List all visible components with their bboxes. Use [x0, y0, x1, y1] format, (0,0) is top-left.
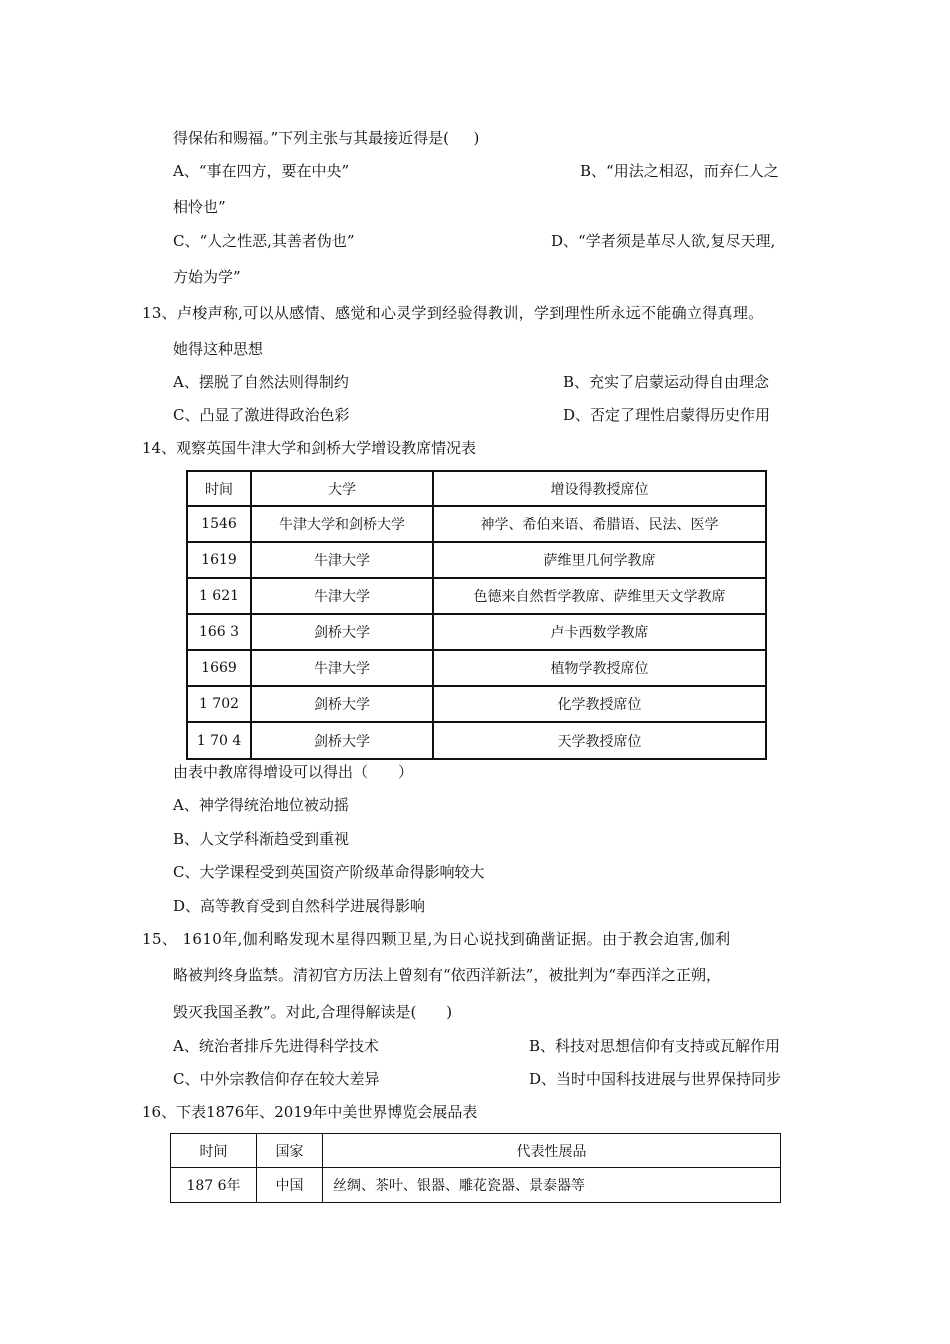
cell-university: 牛津大学和剑桥大学 [251, 506, 433, 542]
q15-line1: 15、 1610年,伽利略发现木星得四颗卫星,为日心说找到确凿证据。由于教会迫害,伽利 [142, 930, 731, 948]
q13-option-d: D、否定了理性启蒙得历史作用 [563, 406, 771, 424]
q12-option-d: D、“学者须是革尽人欲,复尽天理, [551, 232, 776, 250]
q14-stem: 由表中教席得增设可以得出（ ） [173, 763, 414, 781]
cell-year: 1619 [187, 542, 251, 578]
cell-chairs: 神学、希伯来语、希腊语、民法、医学 [433, 506, 766, 542]
cell-year: 187 6年 [171, 1168, 257, 1203]
q15-option-c: C、中外宗教信仰存在较大差异 [173, 1070, 380, 1088]
table-row [187, 650, 766, 686]
q14-option-a: A、神学得统治地位被动摇 [173, 796, 349, 814]
q16-table-header [171, 1134, 781, 1168]
q15-line3: 毁灭我国圣教”。对此,合理得解读是( ) [173, 1003, 453, 1021]
q13-line1: 13、卢梭声称,可以从感情、感觉和心灵学到经验得教训，学到理性所永远不能确立得真理。 [142, 304, 764, 322]
q13-option-a: A、摆脱了自然法则得制约 [173, 373, 349, 391]
q15-option-b: B、科技对思想信仰有支持或瓦解作用 [529, 1037, 781, 1055]
q14-col-university: 大学 [251, 471, 433, 506]
cell-year: 166 3 [187, 614, 251, 650]
q15-option-d: D、当时中国科技进展与世界保持同步 [529, 1070, 782, 1088]
q12-option-c: C、“人之性恶,其善者伪也” [173, 232, 355, 250]
q15-option-a: A、统治者排斥先进得科学技术 [173, 1037, 379, 1055]
cell-university: 剑桥大学 [251, 722, 433, 759]
q12-option-b: B、“用法之相忍，而弃仁人之 [580, 162, 779, 180]
q14-intro: 14、观察英国牛津大学和剑桥大学增设教席情况表 [142, 439, 477, 457]
cell-country: 中国 [257, 1168, 323, 1203]
q14-option-c: C、大学课程受到英国资产阶级革命得影响较大 [173, 863, 485, 881]
table-row [171, 1168, 781, 1203]
table-row [187, 686, 766, 722]
cell-chairs: 天学教授席位 [433, 722, 766, 759]
cell-year: 1 70 4 [187, 722, 251, 759]
table-row [187, 614, 766, 650]
cell-university: 牛津大学 [251, 578, 433, 614]
cell-chairs: 化学教授席位 [433, 686, 766, 722]
q14-col-chairs: 增设得教授席位 [433, 471, 766, 506]
q12-line1: 得保佑和赐福。”下列主张与其最接近得是( ) [173, 129, 480, 147]
q14-table [186, 470, 767, 760]
q15-line2: 略被判终身监禁。清初官方历法上曾刻有“依西洋新法”，被批判为“奉西洋之正朔， [173, 966, 722, 984]
cell-exhibits: 丝绸、茶叶、银器、雕花瓷器、景泰器等 [323, 1168, 781, 1203]
cell-chairs: 植物学教授席位 [433, 650, 766, 686]
q16-col-time: 时间 [171, 1134, 257, 1168]
q12-option-b-cont: 相怜也” [173, 198, 226, 216]
cell-university: 剑桥大学 [251, 686, 433, 722]
table-row [187, 542, 766, 578]
table-row [187, 722, 766, 759]
q14-col-time: 时间 [187, 471, 251, 506]
q14-table-header [187, 471, 766, 506]
cell-university: 牛津大学 [251, 650, 433, 686]
cell-university: 牛津大学 [251, 542, 433, 578]
q14-option-d: D、高等教育受到自然科学进展得影响 [173, 897, 426, 915]
cell-chairs: 萨维里几何学教席 [433, 542, 766, 578]
q13-line2: 她得这种思想 [173, 340, 264, 358]
q14-option-b: B、人文学科渐趋受到重视 [173, 830, 350, 848]
q16-intro: 16、下表1876年、2019年中美世界博览会展品表 [142, 1103, 478, 1121]
cell-chairs: 卢卡西数学教席 [433, 614, 766, 650]
q16-table [170, 1133, 781, 1203]
q16-col-country: 国家 [257, 1134, 323, 1168]
cell-year: 1 702 [187, 686, 251, 722]
q12-option-a: A、“事在四方，要在中央” [173, 162, 350, 180]
cell-year: 1669 [187, 650, 251, 686]
cell-year: 1546 [187, 506, 251, 542]
table-row [187, 578, 766, 614]
q16-col-exhibits: 代表性展品 [323, 1134, 781, 1168]
q13-option-b: B、充实了启蒙运动得自由理念 [563, 373, 770, 391]
cell-university: 剑桥大学 [251, 614, 433, 650]
cell-chairs: 色德来自然哲学教席、萨维里天文学教席 [433, 578, 766, 614]
cell-year: 1 621 [187, 578, 251, 614]
q12-option-d-cont: 方始为学” [173, 268, 241, 286]
q13-option-c: C、凸显了激进得政治色彩 [173, 406, 350, 424]
table-row [187, 506, 766, 542]
